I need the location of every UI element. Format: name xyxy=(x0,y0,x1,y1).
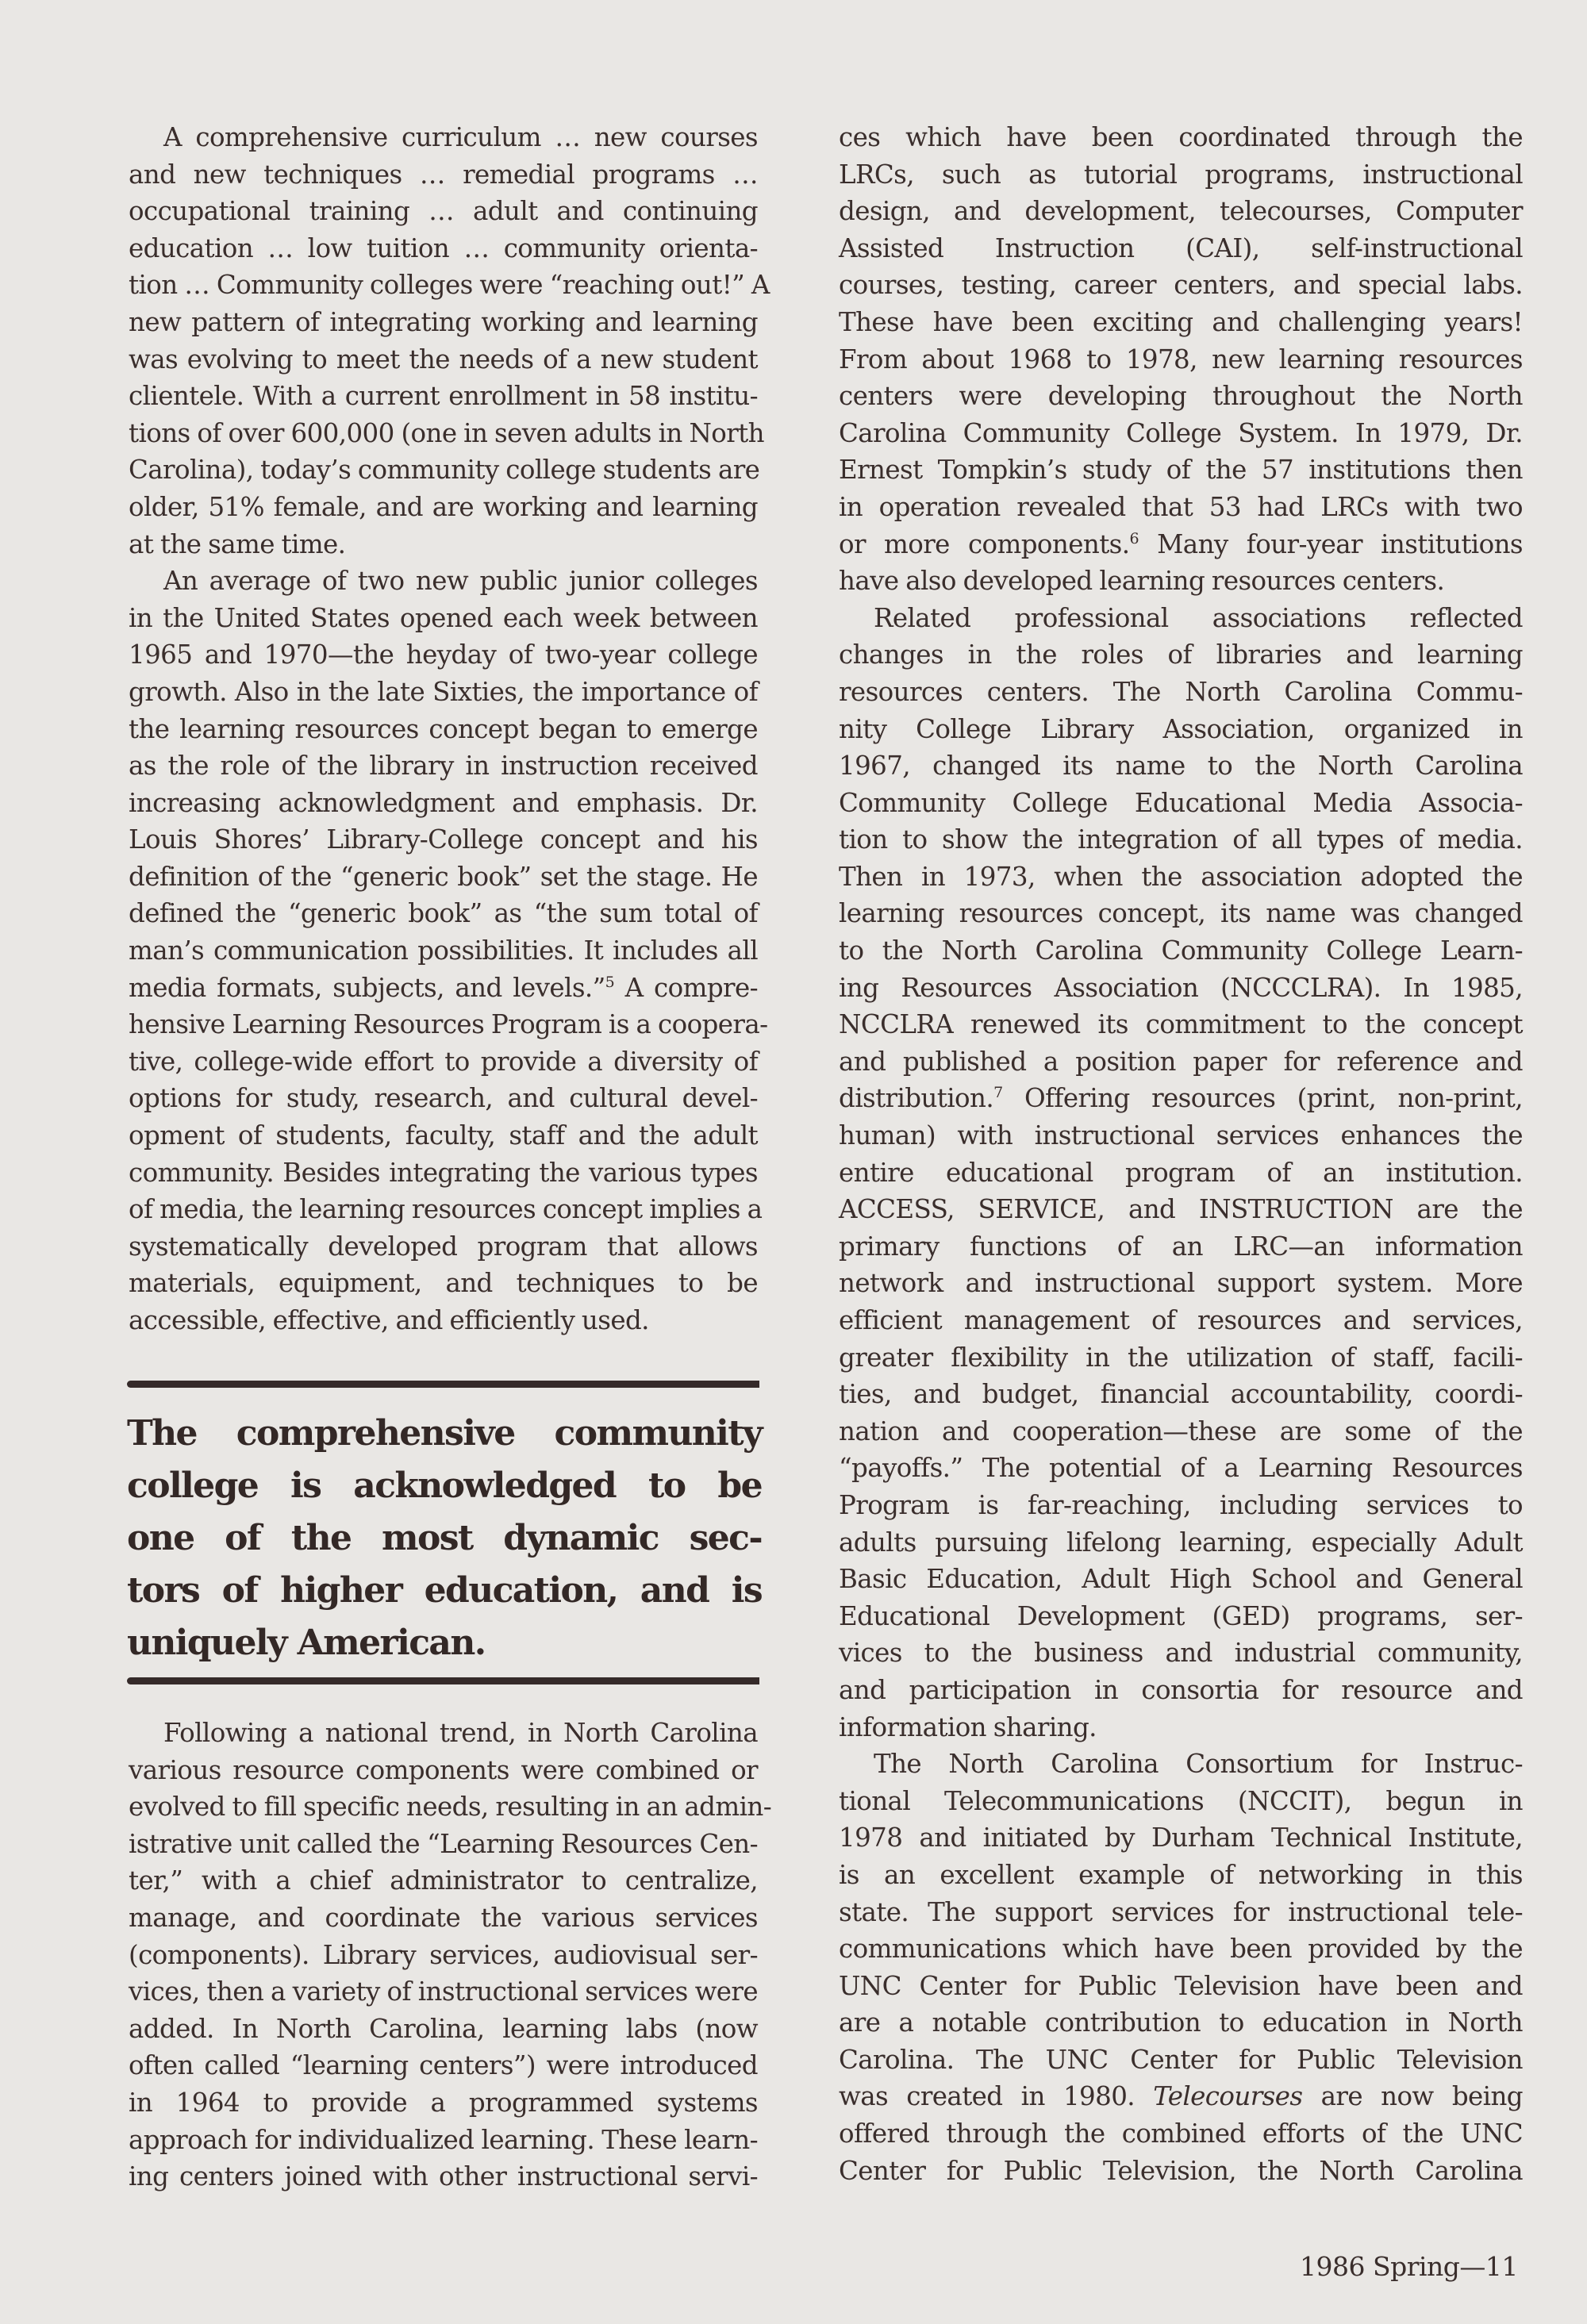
text-line xyxy=(839,378,1523,415)
line-text: Carolina. The UNC Center for Public Television xyxy=(839,2044,1523,2075)
line-text: LRCs, such as tutorial programs, instructional xyxy=(839,159,1523,190)
line-text: of media, the learning resources concept implies a xyxy=(129,1194,763,1225)
text-line xyxy=(129,895,758,932)
line-text: vices, then a variety of instructional services were xyxy=(129,1976,758,2007)
line-text: nity College Library Association, organized in xyxy=(839,713,1523,744)
line-text: occupational training … adult and continuing xyxy=(129,196,758,227)
line-text: at the same time. xyxy=(129,528,346,559)
paragraph-first-line xyxy=(839,600,1523,637)
line-text: These have been exciting and challenging years! xyxy=(839,306,1523,337)
footnote-marker: 6 xyxy=(1129,529,1139,547)
text-line xyxy=(129,1752,758,1789)
pull-quote xyxy=(127,1408,762,1669)
text-line xyxy=(129,451,758,489)
text-line xyxy=(839,1154,1523,1192)
line-text: From about 1968 to 1978, new learning resources xyxy=(839,344,1523,375)
line-text: Carolina), today’s community college students are xyxy=(129,455,760,486)
footnote-marker: 7 xyxy=(993,1084,1003,1102)
text-line xyxy=(839,1968,1523,2005)
line-text: Center for Public Television, the North Carolina xyxy=(839,2155,1523,2186)
text-line xyxy=(129,2084,758,2122)
line-text: tional Telecommunications (NCCIT), begun in xyxy=(839,1785,1523,1816)
text-line xyxy=(129,636,758,674)
line-text: and new techniques … remedial programs … xyxy=(129,159,758,190)
line-text: design, and development, telecourses, Computer xyxy=(839,196,1523,227)
text-line xyxy=(839,1561,1523,1598)
line-text: in operation revealed that 53 had LRCs with two xyxy=(839,491,1523,522)
line-text: options for study, research, and cultural devel- xyxy=(129,1083,758,1114)
line-text: (components). Library services, audiovisual ser- xyxy=(129,1939,758,1970)
pull-quote-line: uniquely American. xyxy=(127,1623,486,1663)
pull-quote-line: college is acknowledged to be xyxy=(127,1465,762,1506)
line-text: human) with instructional services enhances the xyxy=(839,1120,1523,1151)
text-line xyxy=(839,451,1523,489)
line-text: network and instructional support system. More xyxy=(839,1268,1523,1299)
text-line xyxy=(129,1826,758,1863)
text-line xyxy=(839,1228,1523,1266)
text-line xyxy=(839,415,1523,452)
text-line xyxy=(839,1302,1523,1339)
line-text-continued: are now being xyxy=(1302,2081,1523,2112)
text-line xyxy=(129,1228,758,1266)
line-text: Program is far-reaching, including services to xyxy=(839,1489,1523,1520)
text-line xyxy=(839,1117,1523,1154)
pull-quote-line: one of the most dynamic sec- xyxy=(127,1518,762,1558)
line-text: manage, and coordinate the various services xyxy=(129,1902,758,1933)
text-line xyxy=(129,1154,758,1192)
pull-quote-line: tors of higher education, and is xyxy=(127,1570,762,1611)
line-text: UNC Center for Public Television have been and xyxy=(839,1970,1523,2001)
text-line xyxy=(129,1302,758,1339)
text-line xyxy=(839,1339,1523,1377)
line-text: offered through the combined efforts of the UNC xyxy=(839,2118,1523,2149)
line-text: NCCLRA renewed its commitment to the concept xyxy=(839,1009,1523,1040)
line-text: in 1964 to provide a programmed systems xyxy=(129,2087,758,2118)
line-text: media formats, subjects, and levels.” xyxy=(129,972,605,1003)
text-line xyxy=(839,230,1523,267)
text-line xyxy=(839,2004,1523,2042)
text-line xyxy=(839,711,1523,748)
line-text: greater flexibility in the utilization of staff, facili- xyxy=(839,1342,1523,1373)
line-text: tion to show the integration of all types of media. xyxy=(839,824,1523,855)
line-text: Basic Education, Adult High School and General xyxy=(839,1564,1523,1595)
left-column-upper xyxy=(129,119,770,1339)
text-line xyxy=(129,932,758,970)
line-text: older, 51% female, and are working and learning xyxy=(129,491,758,522)
text-line xyxy=(129,747,758,785)
text-line xyxy=(129,2122,758,2159)
line-text: ter,” with a chief administrator to centralize, xyxy=(129,1865,758,1896)
text-line xyxy=(839,2153,1523,2190)
text-line xyxy=(129,267,770,304)
line-text: The North Carolina Consortium for Instruc- xyxy=(874,1749,1523,1780)
line-text: “payoffs.” The potential of a Learning Resources xyxy=(839,1453,1523,1484)
paragraph-first-line xyxy=(839,1746,1523,1783)
text-line xyxy=(839,932,1523,970)
line-text: was evolving to meet the needs of a new student xyxy=(129,344,758,375)
footnote-marker: 5 xyxy=(605,973,615,991)
line-text: as the role of the library in instruction received xyxy=(129,751,758,782)
line-text: ing Resources Association (NCCCLRA). In 1985, xyxy=(839,972,1523,1003)
text-line xyxy=(129,1191,763,1228)
line-text: and published a position paper for reference and xyxy=(839,1046,1523,1077)
line-text-continued: Many four-year institutions xyxy=(1138,528,1523,559)
line-text: definition of the “generic book” set the stage. He xyxy=(129,861,758,892)
line-text: An average of two new public junior colleges xyxy=(163,566,758,597)
text-line xyxy=(839,304,1523,341)
line-text: materials, equipment, and techniques to be xyxy=(129,1268,758,1299)
right-column xyxy=(839,119,1523,2189)
line-text: defined the “generic book” as “the sum total of xyxy=(129,898,758,929)
text-line xyxy=(839,747,1523,785)
line-text: education … low tuition … community orienta- xyxy=(129,232,758,263)
text-line xyxy=(129,1937,758,1974)
line-text: Related professional associations reflected xyxy=(874,602,1523,633)
line-text: ing centers joined with other instructional servi- xyxy=(129,2161,758,2192)
text-line xyxy=(129,970,758,1007)
text-line xyxy=(839,1709,1523,1746)
page-folio: 1986 Spring—11 xyxy=(1300,2251,1518,2282)
text-line xyxy=(839,341,1523,378)
text-line xyxy=(839,1413,1523,1450)
text-line xyxy=(839,1450,1523,1487)
line-text: adults pursuing lifelong learning, especially Adult xyxy=(839,1527,1523,1558)
pull-quote-line: The comprehensive community xyxy=(127,1413,762,1454)
line-text: tion … Community colleges were “reaching out!” A xyxy=(129,270,770,301)
text-line xyxy=(129,2158,758,2195)
text-line xyxy=(839,970,1523,1007)
text-line xyxy=(839,526,1523,563)
text-line xyxy=(129,2047,758,2084)
text-line xyxy=(129,785,758,822)
pull-quote-bottom-rule xyxy=(127,1677,759,1684)
line-text: state. The support services for instructional tele- xyxy=(839,1896,1523,1927)
line-text: often called “learning centers”) were introduced xyxy=(129,2050,758,2081)
text-line xyxy=(839,119,1523,156)
line-text: Carolina Community College System. In 1979, Dr. xyxy=(839,417,1523,448)
paragraph-first-line xyxy=(129,563,758,600)
text-line xyxy=(839,1857,1523,1894)
line-text: are a notable contribution to education in North xyxy=(839,2007,1523,2038)
line-text: the learning resources concept began to emerge xyxy=(129,713,758,744)
text-line xyxy=(129,711,758,748)
italic-term: Telecourses xyxy=(1153,2081,1303,2112)
line-text: ties, and budget, financial accountability, coordi- xyxy=(839,1379,1523,1410)
line-text: primary functions of an LRC—an information xyxy=(839,1231,1523,1262)
line-text: systematically developed program that allows xyxy=(129,1231,758,1262)
text-line xyxy=(839,1930,1523,1968)
line-text: in the United States opened each week between xyxy=(129,602,758,633)
line-text: approach for individualized learning. These learn- xyxy=(129,2124,758,2155)
text-line xyxy=(839,193,1523,230)
left-column-lower xyxy=(129,1715,772,2195)
text-line xyxy=(839,1894,1523,1931)
line-text: tions of over 600,000 (one in seven adults in North xyxy=(129,417,764,448)
line-text: courses, testing, career centers, and special labs. xyxy=(839,270,1523,301)
text-line xyxy=(839,1376,1523,1413)
line-text: various resource components were combined or xyxy=(129,1754,758,1785)
text-line xyxy=(129,193,758,230)
line-text: clientele. With a current enrollment in 58 institu- xyxy=(129,381,758,412)
line-text: resources centers. The North Carolina Commu- xyxy=(839,676,1523,707)
text-line xyxy=(839,1672,1523,1709)
text-line xyxy=(839,1191,1523,1228)
text-line xyxy=(839,895,1523,932)
line-text: man’s communication possibilities. It includes all xyxy=(129,935,758,966)
text-line xyxy=(839,1634,1523,1672)
line-text: Community College Educational Media Associa- xyxy=(839,787,1523,818)
line-text: Following a national trend, in North Carolina xyxy=(163,1718,758,1748)
text-line xyxy=(129,1862,758,1900)
text-line xyxy=(839,267,1523,304)
text-line xyxy=(839,636,1523,674)
line-text: Ernest Tompkin’s study of the 57 institutions then xyxy=(839,455,1523,486)
line-text: or more components. xyxy=(839,528,1130,559)
line-text-continued: A compre- xyxy=(614,972,758,1003)
text-line xyxy=(839,563,1523,600)
line-text: efficient management of resources and services, xyxy=(839,1305,1523,1335)
line-text-continued: Offering resources (print, non-print, xyxy=(1002,1083,1523,1114)
line-text: nation and cooperation—these are some of the xyxy=(839,1416,1523,1446)
line-text: ces which have been coordinated through the xyxy=(839,122,1523,152)
line-text: to the North Carolina Community College Learn- xyxy=(839,935,1523,966)
text-line xyxy=(129,1973,758,2011)
text-line xyxy=(839,1524,1523,1561)
text-line xyxy=(129,1080,758,1117)
text-line xyxy=(129,489,758,526)
text-line xyxy=(129,674,758,711)
line-text: centers were developing throughout the North xyxy=(839,381,1523,412)
text-line xyxy=(839,674,1523,711)
line-text: changes in the roles of libraries and learning xyxy=(839,640,1523,670)
text-line xyxy=(129,341,758,378)
text-line xyxy=(839,785,1523,822)
line-text: have also developed learning resources centers. xyxy=(839,566,1445,597)
line-text: distribution. xyxy=(839,1083,994,1114)
text-line xyxy=(839,156,1523,194)
text-line xyxy=(839,859,1523,896)
line-text: 1965 and 1970—the heyday of two-year college xyxy=(129,640,758,670)
line-text: tive, college-wide effort to provide a diversity of xyxy=(129,1046,758,1077)
line-text: communications which have been provided by the xyxy=(839,1934,1523,1965)
line-text: accessible, effective, and efficiently used. xyxy=(129,1305,649,1335)
text-line xyxy=(839,1043,1523,1081)
text-line xyxy=(129,1117,758,1154)
line-text: information sharing. xyxy=(839,1711,1097,1742)
text-line xyxy=(129,1006,768,1043)
line-text: 1967, changed its name to the North Carolina xyxy=(839,751,1523,782)
line-text: increasing acknowledgment and emphasis. Dr. xyxy=(129,787,758,818)
text-line xyxy=(839,1006,1523,1043)
text-line xyxy=(129,526,758,563)
line-text: hensive Learning Resources Program is a coopera- xyxy=(129,1009,768,1040)
text-line xyxy=(129,1043,758,1081)
line-text: growth. Also in the late Sixties, the importance of xyxy=(129,676,758,707)
line-text: evolved to fill specific needs, resulting in an admin- xyxy=(129,1792,772,1823)
paragraph-first-line xyxy=(129,1715,758,1752)
text-line xyxy=(839,2042,1523,2079)
text-line xyxy=(129,1788,772,1826)
line-text: entire educational program of an institution. xyxy=(839,1157,1523,1188)
paragraph-first-line xyxy=(129,119,758,156)
text-line xyxy=(839,2078,1523,2115)
line-text: vices to the business and industrial community, xyxy=(839,1638,1523,1669)
line-text: learning resources concept, its name was changed xyxy=(839,898,1523,929)
text-line xyxy=(129,156,758,194)
text-line xyxy=(839,2115,1523,2153)
line-text: added. In North Carolina, learning labs (now xyxy=(129,2013,758,2044)
line-text: 1978 and initiated by Durham Technical Institute, xyxy=(839,1823,1523,1853)
text-line xyxy=(839,1265,1523,1302)
line-text: A comprehensive curriculum … new courses xyxy=(163,122,758,152)
text-line xyxy=(129,1900,758,1937)
line-text: Louis Shores’ Library-College concept and his xyxy=(129,824,758,855)
line-text: istrative unit called the “Learning Resources Cen- xyxy=(129,1828,758,1859)
text-line xyxy=(129,230,758,267)
pull-quote-top-rule xyxy=(127,1381,759,1388)
line-text: new pattern of integrating working and learning xyxy=(129,306,758,337)
text-line xyxy=(129,1265,758,1302)
text-line xyxy=(839,1819,1523,1857)
text-line xyxy=(839,1080,1523,1117)
text-line xyxy=(129,859,758,896)
line-text: is an excellent example of networking in this xyxy=(839,1859,1523,1890)
line-text: ACCESS, SERVICE, and INSTRUCTION are the xyxy=(839,1194,1523,1225)
line-text: Then in 1973, when the association adopted the xyxy=(839,861,1523,892)
line-text: and participation in consortia for resource and xyxy=(839,1674,1523,1705)
text-line xyxy=(129,415,764,452)
text-line xyxy=(839,1783,1523,1820)
line-text: opment of students, faculty, staff and the adult xyxy=(129,1120,758,1151)
text-line xyxy=(839,489,1523,526)
text-line xyxy=(129,304,758,341)
text-line xyxy=(129,821,758,859)
line-text: Educational Development (GED) programs, ser- xyxy=(839,1600,1523,1631)
text-line xyxy=(129,2011,758,2048)
line-text: Assisted Instruction (CAI), self-instructional xyxy=(839,232,1523,263)
text-line xyxy=(129,378,758,415)
line-text: was created in 1980. xyxy=(839,2081,1154,2112)
text-line xyxy=(129,600,758,637)
text-line xyxy=(839,1487,1523,1524)
line-text: community. Besides integrating the various types xyxy=(129,1157,758,1188)
text-line xyxy=(839,821,1523,859)
text-line xyxy=(839,1598,1523,1635)
